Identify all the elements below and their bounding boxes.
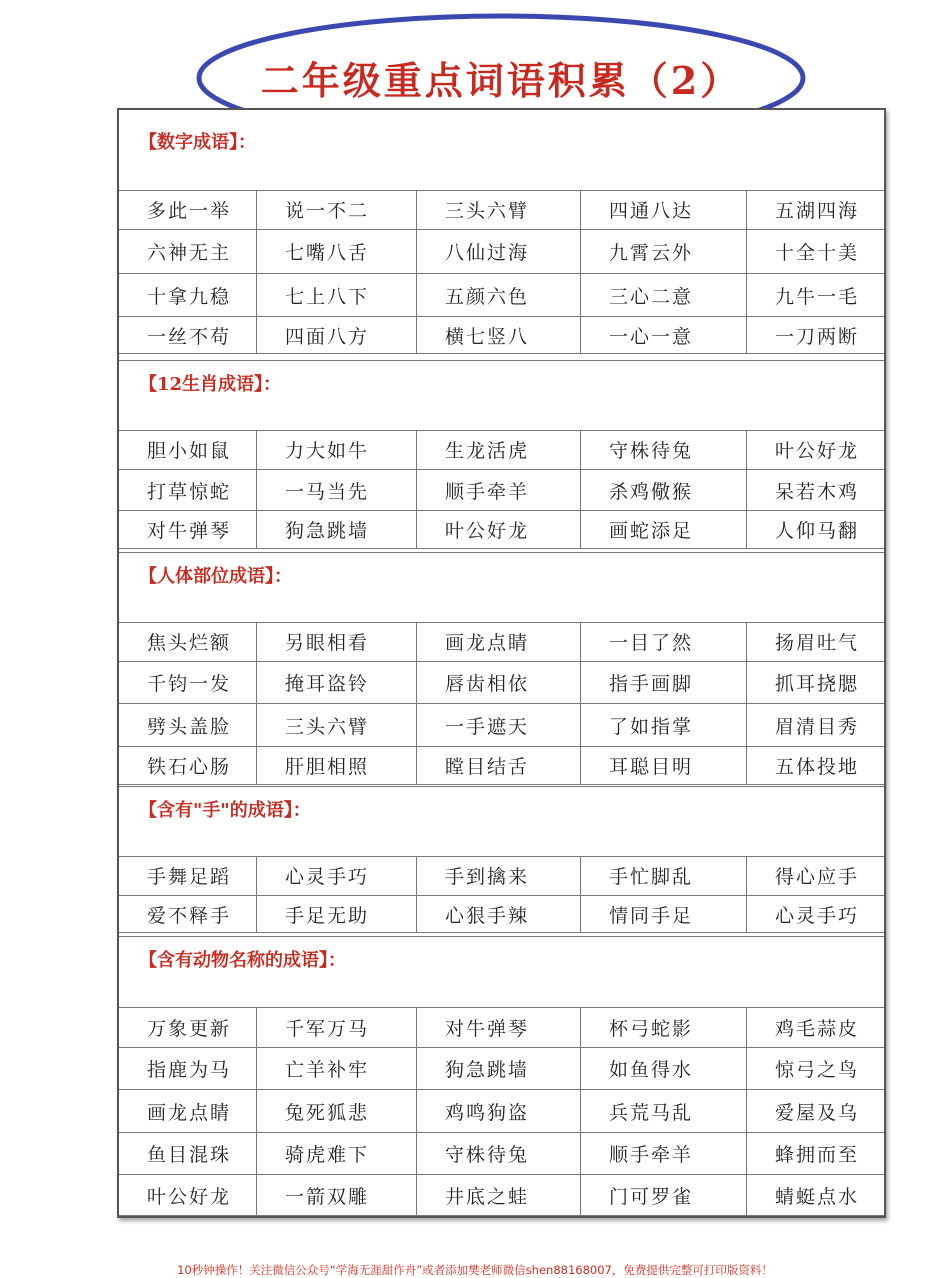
idiom-cell: 八仙过海 bbox=[417, 230, 581, 273]
idiom-cell: 鸡鸣狗盗 bbox=[417, 1090, 581, 1132]
idiom-cell: 蜂拥而至 bbox=[775, 1144, 860, 1166]
idiom-cell: 五颜六色 bbox=[417, 274, 581, 316]
table-row bbox=[119, 1133, 884, 1175]
table-row bbox=[119, 1007, 884, 1048]
idiom-cell: 蜻蜓点水 bbox=[775, 1185, 860, 1208]
idiom-cell: 焦头烂额 bbox=[119, 622, 257, 661]
idiom-cell: 狗急跳墙 bbox=[257, 511, 417, 548]
table-row bbox=[119, 747, 884, 785]
idiom-cell: 亡羊补牢 bbox=[257, 1048, 417, 1089]
idiom-cell: 画龙点睛 bbox=[417, 622, 581, 661]
table-row bbox=[119, 1175, 884, 1216]
idiom-cell: 了如指掌 bbox=[581, 704, 747, 746]
section-heading: 【含有动物名称的成语】： bbox=[139, 950, 346, 971]
idiom-cell: 鱼目混珠 bbox=[119, 1133, 257, 1174]
idiom-cell: 千军万马 bbox=[257, 1007, 417, 1047]
idiom-cell: 守株待兔 bbox=[417, 1133, 581, 1174]
table-row bbox=[119, 1048, 884, 1090]
idiom-cell: 一丝不苟 bbox=[119, 317, 257, 353]
idiom-cell: 五体投地 bbox=[775, 756, 860, 778]
idiom-cell: 井底之蛙 bbox=[417, 1175, 581, 1215]
idiom-cell: 打草惊蛇 bbox=[119, 470, 257, 510]
idiom-cell: 力大如牛 bbox=[257, 430, 417, 469]
idiom-cell: 生龙活虎 bbox=[417, 430, 581, 469]
idiom-cell: 手到擒来 bbox=[417, 856, 581, 895]
idiom-cell: 五湖四海 bbox=[775, 200, 860, 222]
idiom-cell: 胆小如鼠 bbox=[119, 430, 257, 469]
idiom-cell: 叶公好龙 bbox=[775, 440, 860, 462]
idiom-cell: 手忙脚乱 bbox=[581, 856, 747, 895]
idiom-cell: 唇齿相依 bbox=[417, 662, 581, 703]
table-row bbox=[119, 190, 884, 230]
idiom-cell: 眉清目秀 bbox=[775, 715, 860, 738]
idiom-cell: 一箭双雕 bbox=[257, 1175, 417, 1215]
table-row bbox=[119, 856, 884, 896]
idiom-cell: 狗急跳墙 bbox=[417, 1048, 581, 1089]
idiom-cell: 人仰马翻 bbox=[775, 520, 860, 542]
idiom-cell: 劈头盖脸 bbox=[119, 704, 257, 746]
table-row bbox=[119, 511, 884, 549]
idiom-cell: 如鱼得水 bbox=[581, 1048, 747, 1089]
idiom-cell: 九霄云外 bbox=[581, 230, 747, 273]
idiom-cell: 杀鸡儆猴 bbox=[581, 470, 747, 510]
section-heading: 【12生肖成语】： bbox=[139, 374, 282, 395]
idiom-cell: 肝胆相照 bbox=[257, 747, 417, 784]
idiom-cell: 指鹿为马 bbox=[119, 1048, 257, 1089]
idiom-cell: 心狠手辣 bbox=[417, 896, 581, 932]
idiom-cell: 画龙点睛 bbox=[119, 1090, 257, 1132]
idiom-cell: 一手遮天 bbox=[417, 704, 581, 746]
idiom-table bbox=[117, 108, 886, 1218]
idiom-cell: 情同手足 bbox=[581, 896, 747, 932]
idiom-cell: 画蛇添足 bbox=[581, 511, 747, 548]
page-title: 二年级重点词语积累（2） bbox=[260, 58, 742, 103]
idiom-cell: 抓耳挠腮 bbox=[775, 673, 860, 695]
section-divider bbox=[119, 936, 884, 937]
idiom-cell: 兔死狐悲 bbox=[257, 1090, 417, 1132]
idiom-cell: 呆若木鸡 bbox=[775, 480, 860, 503]
idiom-cell: 惊弓之鸟 bbox=[775, 1059, 860, 1081]
idiom-cell: 三头六臂 bbox=[257, 704, 417, 746]
idiom-cell: 千钧一发 bbox=[119, 662, 257, 703]
idiom-cell: 七嘴八舌 bbox=[257, 230, 417, 273]
idiom-cell: 手舞足蹈 bbox=[119, 856, 257, 895]
idiom-cell: 门可罗雀 bbox=[581, 1175, 747, 1215]
idiom-cell: 横七竖八 bbox=[417, 317, 581, 353]
idiom-cell: 一刀两断 bbox=[775, 325, 860, 348]
section-heading: 【含有"手"的成语】： bbox=[139, 800, 311, 821]
table-row bbox=[119, 230, 884, 274]
table-row bbox=[119, 896, 884, 933]
table-row bbox=[119, 1090, 884, 1133]
table-row bbox=[119, 704, 884, 747]
idiom-cell: 爱不释手 bbox=[119, 896, 257, 932]
idiom-cell: 鸡毛蒜皮 bbox=[775, 1017, 860, 1040]
idiom-cell: 四面八方 bbox=[257, 317, 417, 353]
idiom-cell: 四通八达 bbox=[581, 190, 747, 229]
idiom-cell: 万象更新 bbox=[119, 1007, 257, 1047]
idiom-cell: 顺手牵羊 bbox=[581, 1133, 747, 1174]
idiom-cell: 铁石心肠 bbox=[119, 747, 257, 784]
idiom-cell: 一目了然 bbox=[581, 622, 747, 661]
idiom-cell: 顺手牵羊 bbox=[417, 470, 581, 510]
idiom-cell: 对牛弹琴 bbox=[119, 511, 257, 548]
idiom-cell: 心灵手巧 bbox=[775, 904, 860, 927]
idiom-cell: 一心一意 bbox=[581, 317, 747, 353]
idiom-cell: 说一不二 bbox=[257, 190, 417, 229]
footer-note: 10秒钟操作！关注微信公众号“学海无涯甜作舟”或者添加樊老师微信shen88168007，免费提供完整可打印版资料！ bbox=[177, 1263, 773, 1277]
table-row bbox=[119, 470, 884, 511]
idiom-cell: 九牛一毛 bbox=[775, 285, 860, 308]
idiom-cell: 心灵手巧 bbox=[257, 856, 417, 895]
idiom-cell: 叶公好龙 bbox=[417, 511, 581, 548]
idiom-cell: 掩耳盗铃 bbox=[257, 662, 417, 703]
idiom-cell: 扬眉吐气 bbox=[775, 632, 860, 654]
idiom-cell: 六神无主 bbox=[119, 230, 257, 273]
idiom-cell: 一马当先 bbox=[257, 470, 417, 510]
idiom-cell: 杯弓蛇影 bbox=[581, 1007, 747, 1047]
idiom-cell: 叶公好龙 bbox=[119, 1175, 257, 1215]
table-row bbox=[119, 430, 884, 470]
idiom-cell: 三心二意 bbox=[581, 274, 747, 316]
idiom-cell: 守株待兔 bbox=[581, 430, 747, 469]
idiom-cell: 三头六臂 bbox=[417, 190, 581, 229]
idiom-cell: 指手画脚 bbox=[581, 662, 747, 703]
table-row bbox=[119, 622, 884, 662]
section-heading: 【数字成语】： bbox=[139, 132, 256, 153]
section-divider bbox=[119, 552, 884, 553]
idiom-cell: 多此一举 bbox=[119, 190, 257, 229]
idiom-cell: 瞠目结舌 bbox=[417, 747, 581, 784]
section-divider bbox=[119, 786, 884, 787]
table-row bbox=[119, 317, 884, 354]
idiom-cell: 另眼相看 bbox=[257, 622, 417, 661]
idiom-cell: 耳聪目明 bbox=[581, 747, 747, 784]
idiom-cell: 兵荒马乱 bbox=[581, 1090, 747, 1132]
idiom-cell: 十拿九稳 bbox=[119, 274, 257, 316]
idiom-cell: 爱屋及乌 bbox=[775, 1101, 860, 1124]
idiom-cell: 手足无助 bbox=[257, 896, 417, 932]
table-row bbox=[119, 662, 884, 704]
idiom-cell: 对牛弹琴 bbox=[417, 1007, 581, 1047]
idiom-cell: 得心应手 bbox=[775, 866, 860, 888]
section-heading: 【人体部位成语】： bbox=[139, 566, 292, 587]
section-divider bbox=[119, 360, 884, 361]
table-row bbox=[119, 274, 884, 317]
idiom-cell: 七上八下 bbox=[257, 274, 417, 316]
idiom-cell: 骑虎难下 bbox=[257, 1133, 417, 1174]
idiom-cell: 十全十美 bbox=[775, 242, 860, 264]
